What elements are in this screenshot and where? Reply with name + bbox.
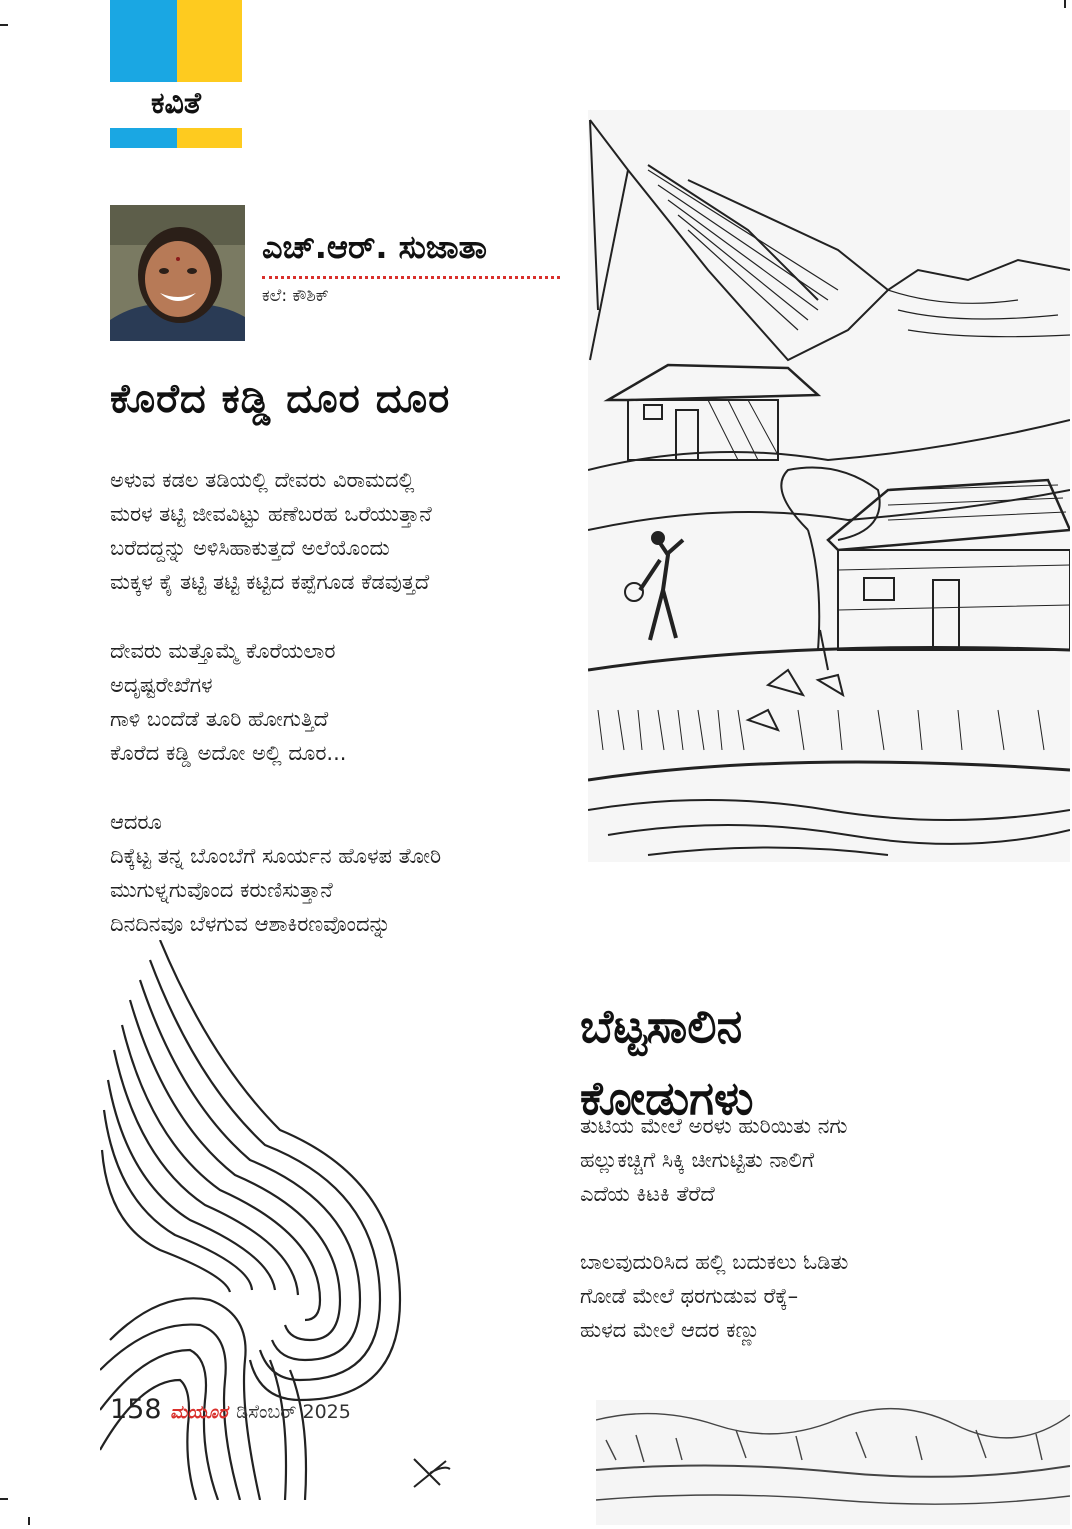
- bottom-sketch-illustration: [596, 1400, 1070, 1525]
- poem-line: ಗೋಡೆ ಮೇಲೆ ಥರಗುಡುವ ರೆಕ್ಕೆ–: [580, 1284, 799, 1308]
- poem-line: ಬರೆದದ್ದನ್ನು ಅಳಿಸಿಹಾಕುತ್ತದೆ ಅಲೆಯೊಂದು: [110, 536, 390, 560]
- issue-date: ಡಿಸೆಂಬರ್ 2025: [236, 1401, 351, 1423]
- poem-line: ದೇವರು ಮತ್ತೊಮ್ಮೆ ಕೊರೆಯಲಾರ: [110, 639, 336, 663]
- dotted-divider: [262, 276, 560, 279]
- poem-line: ಮಕ್ಕಳ ಕೈ ತಟ್ಟಿ ತಟ್ಟಿ ಕಟ್ಟಿದ ಕಪ್ಪೆಗೂಡ ಕೆಡವುತ್ತದೆ: [110, 570, 430, 594]
- poem-line: ಮರಳ ತಟ್ಟಿ ಜೀವವಿಟ್ಟು ಹಣೆಬರಹ ಒರೆಯುತ್ತಾನೆ: [110, 502, 432, 526]
- author-name: ಎಚ್‌.ಆರ್‌. ಸುಜಾತಾ: [262, 228, 487, 266]
- poem2-stanza-1: [580, 1109, 847, 1211]
- poem-line: ಬಾಲವುದುರಿಸಿದ ಹಲ್ಲಿ ಬದುಕಲು ಓಡಿತು: [580, 1250, 849, 1274]
- landscape-illustration: [588, 110, 1070, 862]
- poem-line: ಮುಗುಳ್ನಗುವೊಂದ ಕರುಣಿಸುತ್ತಾನೆ: [110, 878, 333, 902]
- poem1-stanza-1: [110, 463, 432, 599]
- poem2-stanza-2: [580, 1245, 848, 1347]
- poem-line: ದಿನದಿನವೂ ಬೆಳಗುವ ಆಶಾಕಿರಣವೊಂದನ್ನು: [110, 912, 391, 936]
- section-tag-blue-bar: [110, 128, 177, 148]
- poem-line: ಅಳುವ ಕಡಲ ತಡಿಯಲ್ಲಿ ದೇವರು ವಿರಾಮದಲ್ಲಿ: [110, 468, 415, 492]
- poem-line: ಕೊರೆದ ಕಡ್ಡಿ ಅದೋ ಅಲ್ಲಿ ದೂರ...: [110, 741, 347, 765]
- page-number: 158: [110, 1394, 162, 1425]
- page-footer: [110, 1394, 351, 1425]
- crop-mark: [0, 1498, 8, 1500]
- poem-line: ಗಾಳಿ ಬಂದೆಡೆ ತೂರಿ ಹೋಗುತ್ತಿದೆ: [110, 707, 329, 731]
- artist-signature: [410, 1455, 454, 1491]
- poem-line: ಹಲ್ಲುಕಚ್ಚಿಗೆ ಸಿಕ್ಕಿ ಚೀಗುಟ್ಟಿತು ನಾಲಿಗೆ: [580, 1148, 815, 1172]
- section-tag-yellow-bar: [177, 128, 242, 148]
- poem1-stanza-3: [110, 805, 441, 941]
- poem-line: ಆದರೂ: [110, 810, 162, 834]
- magazine-logo: ಮಯೂರ: [170, 1402, 228, 1423]
- poem-line: ತುಟಿಯ ಮೇಲೆ ಅರಳು ಹುರಿಯಿತು ನಗು: [580, 1114, 848, 1138]
- poem2-title-line: ಬೆಟ್ಟಸಾಲಿನ: [580, 999, 743, 1053]
- art-credit: ಕಲೆ: ಕೌಶಿಕ್: [262, 286, 329, 306]
- poem-line: ದಿಕ್ಕೆಟ್ಟ ತನ್ನ ಬೊಂಬೆಗೆ ಸೂರ್ಯನ ಹೊಳಪ ತೋರಿ: [110, 844, 442, 868]
- section-tag-blue-block: [110, 0, 177, 82]
- crop-mark: [1064, 0, 1066, 8]
- poem-line: ಹುಳದ ಮೇಲೆ ಆದರ ಕಣ್ಣು: [580, 1318, 761, 1342]
- crop-mark: [28, 1517, 30, 1525]
- author-photo: [110, 205, 245, 341]
- poem2-title-line: ಕೋಡುಗಳು: [580, 1071, 754, 1125]
- section-label: ಕವಿತೆ: [151, 86, 201, 121]
- poem-line: ಅದೃಷ್ಟರೇಖೆಗಳ: [110, 673, 213, 697]
- poem-line: ಎದೆಯ ಕಿಟಕಿ ತೆರೆದೆ: [580, 1182, 715, 1206]
- poem1-stanza-2: [110, 634, 346, 770]
- poem1-title: ಕೊರೆದ ಕಡ್ಡಿ ದೂರ ದೂರ: [110, 376, 451, 422]
- crop-mark: [0, 24, 8, 26]
- section-tag-yellow-block: [177, 0, 242, 82]
